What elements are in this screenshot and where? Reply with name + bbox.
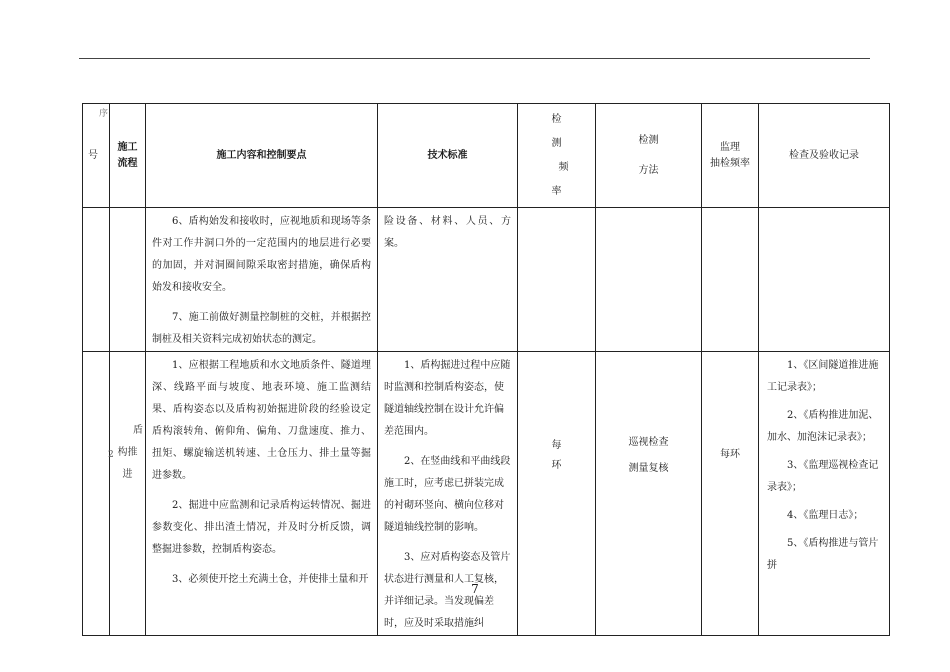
header-method bbox=[596, 104, 702, 208]
header-method-line: 方法 bbox=[638, 164, 659, 176]
cell-flow bbox=[110, 208, 146, 352]
method-line: 测量复核 bbox=[628, 463, 669, 474]
header-number-mark: 序 bbox=[98, 109, 108, 119]
header-rule bbox=[79, 58, 870, 59]
flow-line: 构推 bbox=[117, 447, 138, 458]
flow-line: 进 bbox=[122, 469, 133, 480]
content-paragraph: 2、掘进中应监测和记录盾构运转情况、掘进参数变化、排出渣土情况，并及时分析反馈，调整掘进参数，控制盾构姿态。 bbox=[152, 500, 371, 555]
cell-record bbox=[759, 208, 890, 352]
table-row bbox=[83, 208, 890, 352]
cell-supervision bbox=[702, 208, 759, 352]
header-number-label: 号 bbox=[88, 149, 98, 161]
header-standard: 技术标准 bbox=[378, 104, 518, 208]
freq-line: 环 bbox=[551, 460, 562, 471]
record-paragraph: 2、《盾构推进加泥、加水、加泡沫记录表》； bbox=[767, 410, 879, 443]
header-freq-char: 检 bbox=[551, 113, 562, 125]
content-paragraph: 3、必须使开挖土充满土仓，并使排土量和开 bbox=[172, 574, 369, 585]
header-supervision bbox=[702, 104, 759, 208]
standard-text: 险设备、材料、人员、方案。 bbox=[384, 216, 511, 249]
header-flow: 施工流程 bbox=[110, 104, 146, 208]
spec-table-container bbox=[82, 103, 889, 629]
cell-method bbox=[596, 208, 702, 352]
table-header-row bbox=[83, 104, 890, 208]
standard-paragraph: 3、应对盾构姿态及管片状态进行测量和人工复核，并详细记录。当发现偏差时，应及时采取措施纠 bbox=[384, 552, 511, 629]
freq-line: 每 bbox=[551, 440, 562, 451]
header-content: 施工内容和控制要点 bbox=[146, 104, 378, 208]
header-freq-char: 率 bbox=[551, 185, 562, 197]
header-freq-char: 测 bbox=[551, 137, 562, 149]
content-paragraph: 6、盾构始发和接收时，应视地质和现场等条件对工作井洞口外的一定范围内的地层进行必要的加固，并对洞圈间隙采取密封措施，确保盾构始发和接收安全。 bbox=[152, 216, 371, 293]
standard-paragraph: 1、盾构掘进过程中应随时监测和控制盾构姿态，使隧道轴线控制在设计允许偏差范围内。 bbox=[384, 360, 511, 437]
cell-number bbox=[83, 208, 110, 352]
record-paragraph: 5、《盾构推进与管片拼 bbox=[767, 538, 879, 571]
header-frequency bbox=[518, 104, 596, 208]
flow-line: 盾 bbox=[133, 425, 143, 436]
header-freq-char: 频 bbox=[558, 161, 569, 173]
record-paragraph: 3、《监理巡视检查记录表》； bbox=[767, 460, 879, 493]
header-record: 检查及验收记录 bbox=[759, 104, 890, 208]
supervision-text: 每环 bbox=[720, 449, 740, 460]
header-supervision-line: 监理 bbox=[720, 141, 740, 153]
header-method-line: 检测 bbox=[638, 134, 659, 146]
record-paragraph: 4、《监理日志》； bbox=[787, 510, 864, 521]
standard-paragraph: 2、在竖曲线和平曲线段施工时，应考虑已拼装完成的衬砌环竖向、横向位移对隧道轴线控制的影响。 bbox=[384, 456, 511, 533]
cell-frequency bbox=[518, 208, 596, 352]
cell-content bbox=[146, 208, 378, 352]
header-number bbox=[83, 104, 110, 208]
method-line: 巡视检查 bbox=[628, 437, 669, 448]
construction-spec-table bbox=[82, 103, 890, 636]
content-paragraph: 7、施工前做好测量控制桩的交桩，并根据控制桩及相关资料完成初始状态的测定。 bbox=[152, 312, 371, 345]
header-supervision-line: 抽检频率 bbox=[710, 157, 750, 169]
page-number: 7 bbox=[471, 582, 479, 596]
row-number: 2 bbox=[108, 450, 114, 460]
record-paragraph: 1、《区间隧道推进施工记录表》； bbox=[767, 360, 879, 393]
content-paragraph: 1、应根据工程地质和水文地质条件、隧道埋深、线路平面与坡度、地表环境、施工监测结果、盾构姿态以及盾构初始掘进阶段的经验设定盾构滚转角、俯仰角、偏角、刀盘速度、推力、扭矩、螺旋输送机转速、土仓压力、排土量等掘进参数。 bbox=[152, 360, 371, 481]
cell-standard bbox=[378, 208, 518, 352]
